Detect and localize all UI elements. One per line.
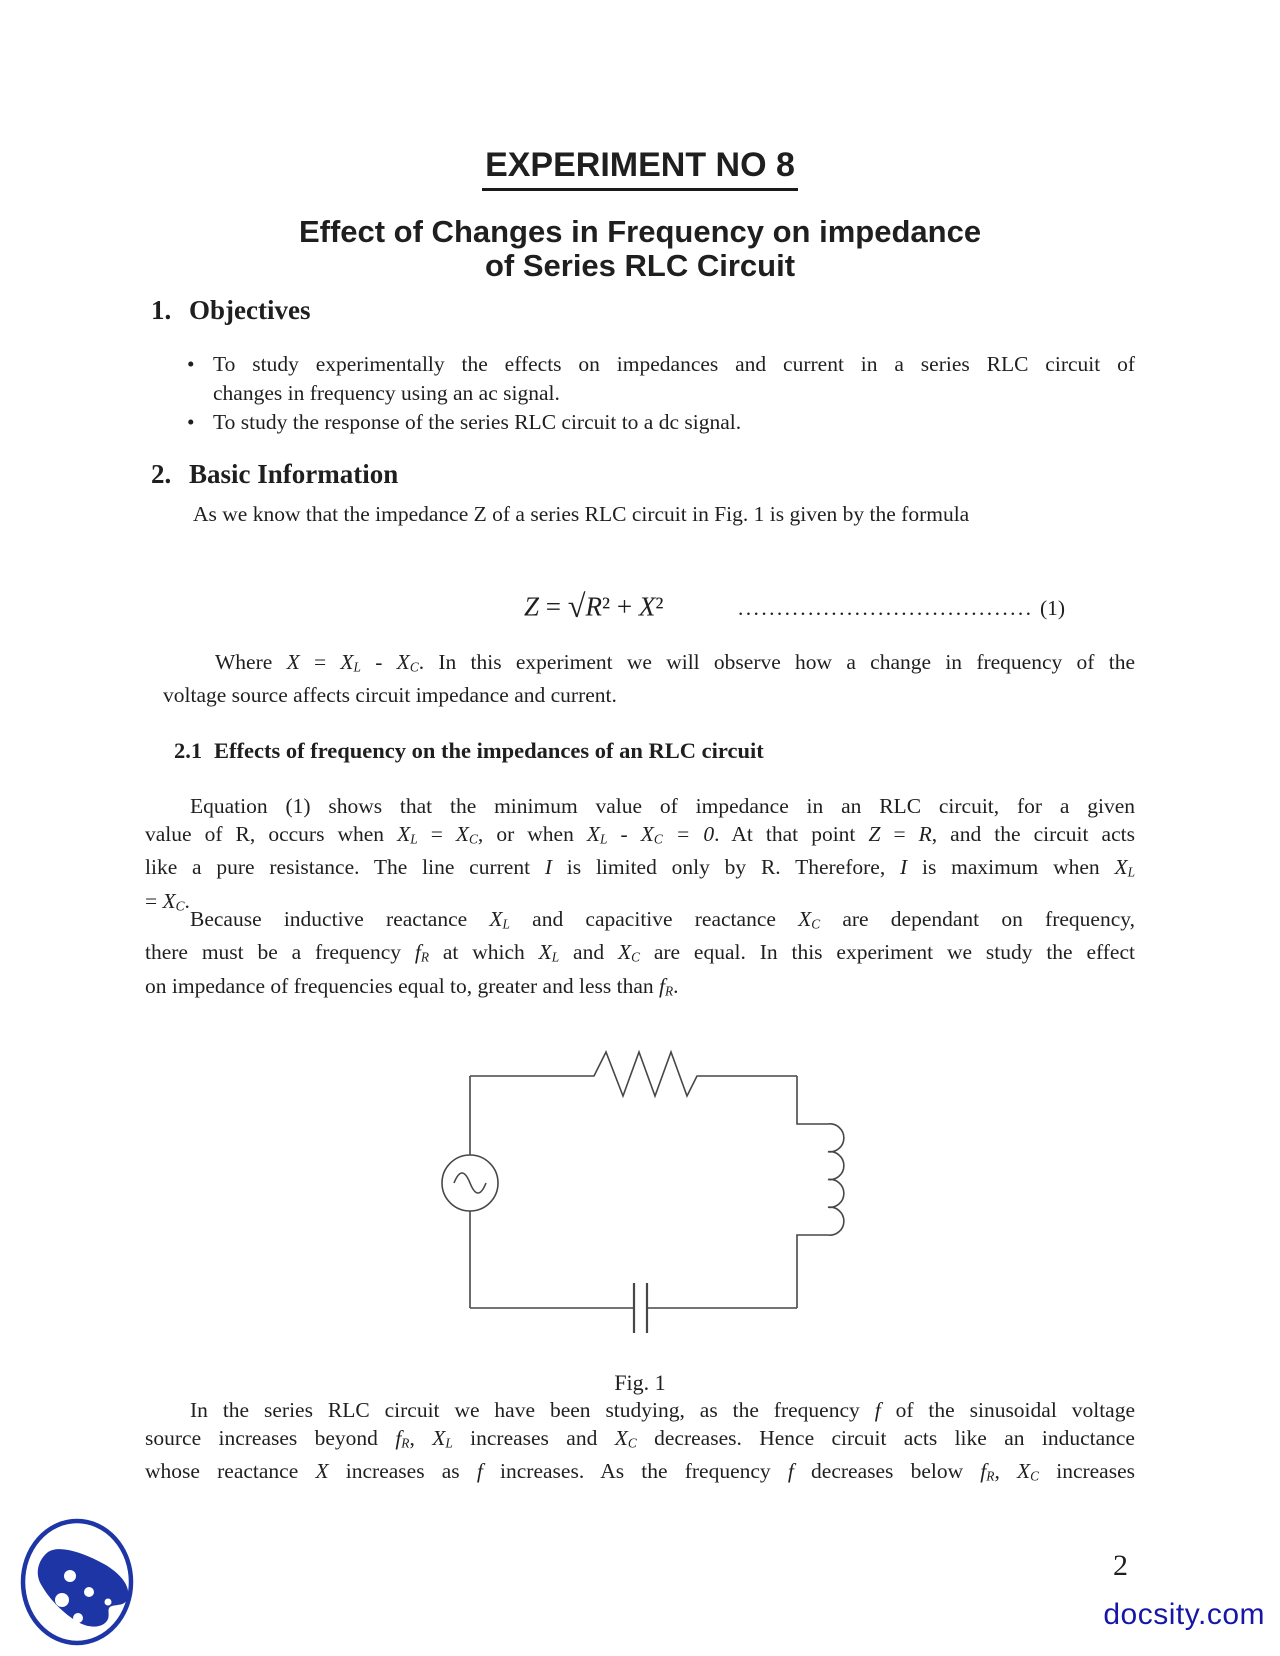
docsity-logo-icon xyxy=(20,1516,136,1646)
bullet-text: To study experimentally the effects on impedances and current in a series RLC circuit of changes in frequency using an ac signal. xyxy=(213,352,1135,405)
where-paragraph: Where X = XL - XC. In this experiment we will observe how a change in frequency of the voltage source affects circuit impedance and current. xyxy=(163,650,1135,708)
list-item xyxy=(185,408,1135,437)
section-heading-text: Basic Information xyxy=(189,459,399,489)
objectives-list xyxy=(185,350,1135,437)
section-number: 1. xyxy=(151,295,172,325)
page-subtitle xyxy=(0,215,1280,283)
list-item xyxy=(185,350,1135,408)
equation-1 xyxy=(524,589,1124,629)
bullet-icon: • xyxy=(187,352,195,376)
section-heading-objectives xyxy=(151,295,310,326)
intro-paragraph: As we know that the impedance Z of a series RLC circuit in Fig. 1 is given by the formula xyxy=(193,502,970,526)
resistor-symbol xyxy=(470,1052,797,1096)
inductor-symbol xyxy=(797,1076,844,1308)
page-title xyxy=(0,146,1280,191)
capacitor-symbol xyxy=(634,1283,647,1333)
subsection-heading-text: Effects of frequency on the impedances of an RLC circuit xyxy=(214,738,764,763)
figure-caption: Fig. 1 xyxy=(614,1370,666,1395)
subsection-paragraph-1: Equation (1) shows that the minimum value of impedance in an RLC circuit, for a given value of R, occurs when XL = XC, or when XL - XC = 0. At that point Z = R, and the circuit acts like a pure resistance. The line current I is limited only by R. Therefore, I is maximum when XL = XC. xyxy=(145,794,1136,914)
subsection-paragraph-2: Because inductive reactance XL and capacitive reactance XC are dependant on frequency, there must be a frequency fR at which XL and XC are equal. In this experiment we study the effect on impedance of frequencies equal to, greater and less than fR. xyxy=(145,907,1135,999)
bullet-text: To study the response of the series RLC circuit to a dc signal. xyxy=(213,410,742,434)
bullet-icon: • xyxy=(187,410,195,434)
circuit-diagram xyxy=(430,1040,880,1350)
section-heading-text: Objectives xyxy=(189,295,311,325)
subsection-number: 2.1 xyxy=(174,738,203,763)
closing-paragraph: In the series RLC circuit we have been studying, as the frequency f of the sinusoidal voltage source increases beyond fR, XL increases and XC decreases. Hence circuit acts like an inductance whose reactance X increases as f increases. As the frequency f decreases below fR, XC increases xyxy=(145,1398,1136,1484)
docsity-link[interactable]: docsity.com xyxy=(1103,1598,1265,1631)
sine-wave-icon xyxy=(454,1173,486,1193)
subtitle-line-2: of Series RLC Circuit xyxy=(484,248,796,283)
section-heading-basic-information xyxy=(151,459,398,490)
page-number: 2 xyxy=(1113,1549,1128,1582)
subsection-heading xyxy=(174,738,764,764)
page-title-text: EXPERIMENT NO 8 xyxy=(482,146,798,191)
equation-formula: Z = √R² + X² xyxy=(524,589,664,625)
section-number: 2. xyxy=(151,459,172,489)
equation-number: (1) xyxy=(1040,596,1066,620)
subtitle-line-1: Effect of Changes in Frequency on impedance xyxy=(298,214,982,249)
equation-leader-dots: ...................................... xyxy=(738,596,1034,620)
